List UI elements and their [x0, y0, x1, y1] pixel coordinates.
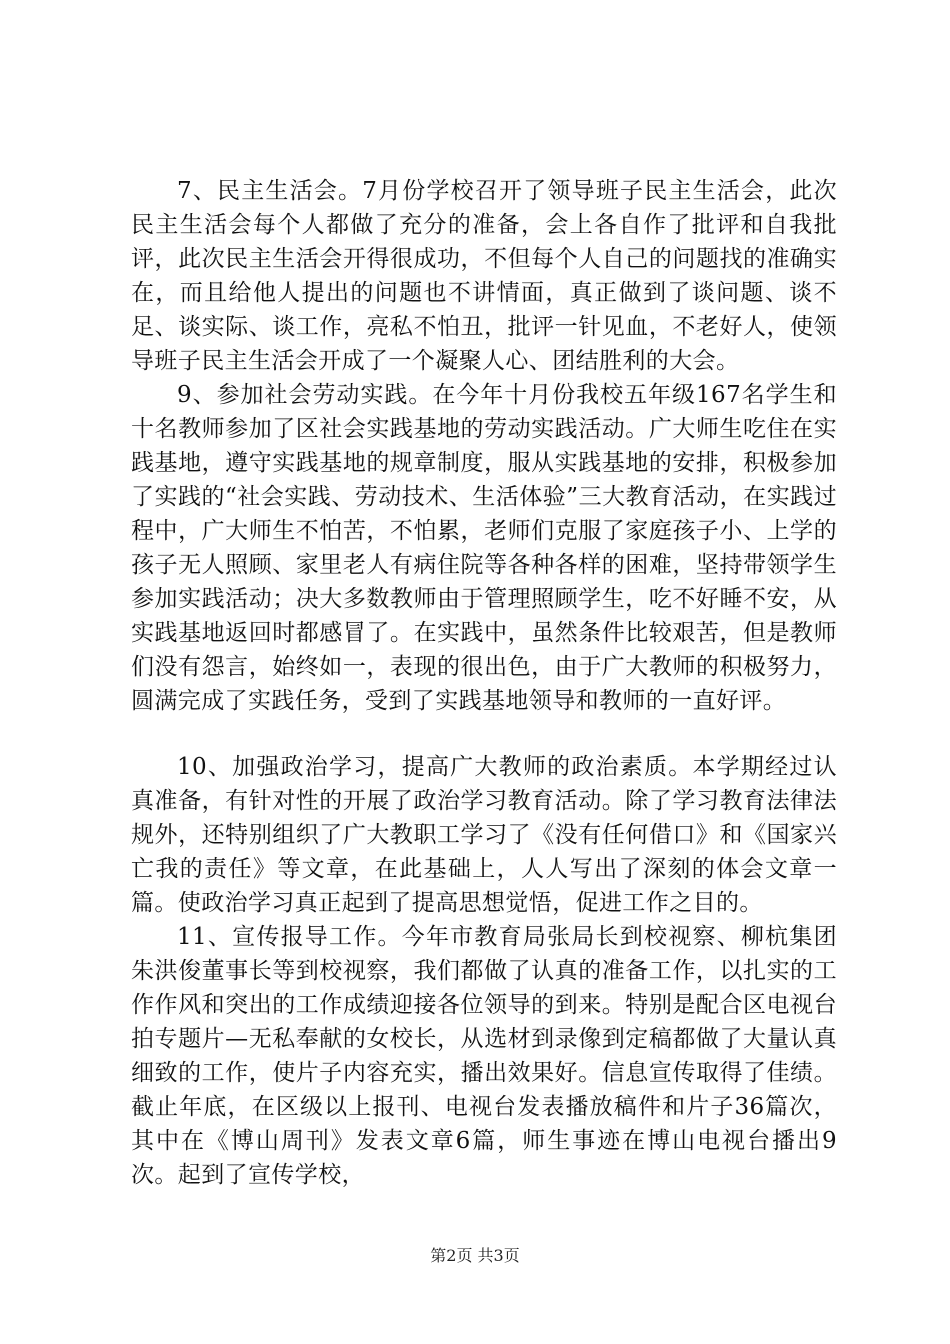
- page-number-footer: 第2页 共3页: [430, 1246, 520, 1265]
- paragraph-labor-practice: 9、参加社会劳动实践。在今年十月份我校五年级167名学生和十名教师参加了区社会实践基地的劳动实践活动。广大师生吃住在实践基地，遵守实践基地的规章制度，服从实践基地的安排，积极参加了实践的“社会实践、劳动技术、生活体验”三大教育活动，在实践过程中，广大师生不怕苦，不怕累，老师们克服了家庭孩子小、上学的孩子无人照顾、家里老人有病住院等各种各样的困难，坚持带领学生参加实践活动；决大多数教师由于管理照顾学生，吃不好睡不安，从实践基地返回时都感冒了。在实践中，虽然条件比较艰苦，但是教师们没有怨言，始终如一，表现的很出色，由于广大教师的积极努力，圆满完成了实践任务，受到了实践基地领导和教师的一直好评。: [131, 382, 837, 714]
- document-body: [131, 174, 837, 1192]
- paragraph-democratic-life-meeting: 7、民主生活会。7月份学校召开了领导班子民主生活会，此次民主生活会每个人都做了充分的准备，会上各自作了批评和自我批评，此次民主生活会开得很成功，不但每个人自己的问题找的准确实在，而且给他人提出的问题也不讲情面，真正做到了谈问题、谈不足、谈实际、谈工作，亮私不怕丑，批评一针见血，不老好人，使领导班子民主生活会开成了一个凝聚人心、团结胜利的大会。: [131, 178, 837, 374]
- paragraph-political-study: 10、加强政治学习，提高广大教师的政治素质。本学期经过认真准备，有针对性的开展了政治学习教育活动。除了学习教育法律法规外，还特别组织了广大教职工学习了《没有任何借口》和《国家兴亡我的责任》等文章，在此基础上，人人写出了深刻的体会文章一篇。使政治学习真正起到了提高思想觉悟，促进工作之目的。: [131, 754, 837, 916]
- paragraph-publicity-work: 11、宣传报导工作。今年市教育局张局长到校视察、柳杭集团朱洪俊董事长等到校视察，我们都做了认真的准备工作，以扎实的工作作风和突出的工作成绩迎接各位领导的到来。特别是配合区电视台拍专题片—无私奉献的女校长，从选材到录像到定稿都做了大量认真细致的工作，使片子内容充实，播出效果好。信息宣传取得了佳绩。截止年底，在区级以上报刊、电视台发表播放稿件和片子36篇次，其中在《博山周刊》发表文章6篇，师生事迹在博山电视台播出9次。起到了宣传学校，: [131, 924, 837, 1188]
- paragraph-spacer: [131, 718, 837, 750]
